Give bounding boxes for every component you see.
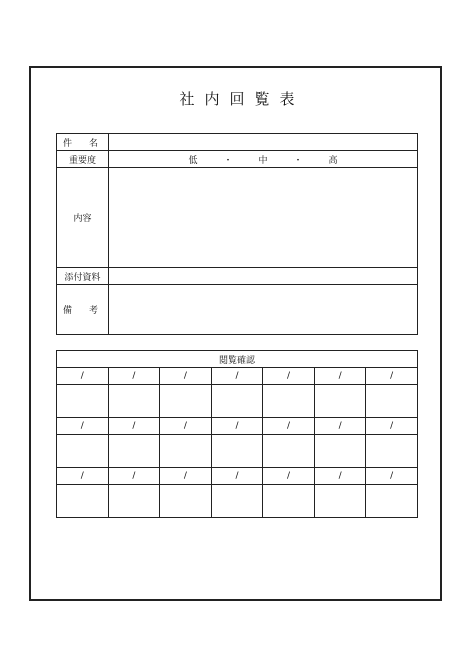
importance-label: 重要度 (57, 151, 109, 168)
importance-dot: ・ (223, 155, 233, 166)
review-date-cell[interactable]: / (108, 418, 160, 435)
review-date-cell[interactable]: / (314, 368, 366, 385)
review-header-row (57, 351, 418, 368)
subject-row (57, 134, 418, 151)
review-date-cell[interactable]: / (57, 468, 109, 485)
importance-medium[interactable]: 中 (258, 155, 268, 166)
review-seal-cell[interactable] (314, 485, 366, 518)
review-seal-cell[interactable] (314, 435, 366, 468)
review-date-cell[interactable]: / (160, 368, 212, 385)
review-seal-cell[interactable] (366, 385, 418, 418)
subject-field[interactable] (109, 134, 418, 151)
review-seal-cell[interactable] (160, 435, 212, 468)
importance-row (57, 151, 418, 168)
remarks-label: 備 考 (57, 285, 109, 335)
review-seal-cell[interactable] (160, 485, 212, 518)
content-field[interactable] (109, 168, 418, 268)
review-seal-cell[interactable] (263, 435, 315, 468)
review-date-row (57, 418, 418, 435)
review-seal-cell[interactable] (108, 385, 160, 418)
importance-high[interactable]: 高 (328, 155, 338, 166)
attachments-label: 添付資料 (57, 268, 109, 285)
review-date-cell[interactable]: / (366, 368, 418, 385)
review-table (56, 350, 418, 518)
review-seal-row (57, 385, 418, 418)
review-date-cell[interactable]: / (366, 418, 418, 435)
importance-dot: ・ (293, 155, 303, 166)
review-seal-cell[interactable] (263, 385, 315, 418)
attachments-field[interactable] (109, 268, 418, 285)
review-date-cell[interactable]: / (160, 468, 212, 485)
page-title: 社内回覧表 (179, 90, 305, 108)
review-seal-cell[interactable] (57, 485, 109, 518)
review-date-cell[interactable]: / (57, 368, 109, 385)
remarks-row (57, 285, 418, 335)
attachments-row (57, 268, 418, 285)
review-date-row (57, 368, 418, 385)
review-date-cell[interactable]: / (211, 418, 263, 435)
subject-label: 件 名 (57, 134, 109, 151)
review-date-row (57, 468, 418, 485)
review-seal-cell[interactable] (211, 385, 263, 418)
info-table (56, 133, 418, 335)
review-seal-cell[interactable] (160, 385, 212, 418)
review-date-cell[interactable]: / (263, 468, 315, 485)
review-date-cell[interactable]: / (314, 418, 366, 435)
remarks-field[interactable] (109, 285, 418, 335)
review-date-cell[interactable]: / (160, 418, 212, 435)
review-seal-row (57, 435, 418, 468)
review-seal-cell[interactable] (57, 435, 109, 468)
review-seal-cell[interactable] (108, 435, 160, 468)
review-seal-cell[interactable] (57, 385, 109, 418)
review-seal-cell[interactable] (314, 385, 366, 418)
review-date-cell[interactable]: / (366, 468, 418, 485)
review-seal-cell[interactable] (366, 435, 418, 468)
content-row (57, 168, 418, 268)
review-date-cell[interactable]: / (314, 468, 366, 485)
review-header: 閲覧確認 (57, 351, 418, 368)
review-date-cell[interactable]: / (108, 468, 160, 485)
importance-low[interactable]: 低 (188, 155, 198, 166)
review-seal-row (57, 485, 418, 518)
review-date-cell[interactable]: / (57, 418, 109, 435)
review-seal-cell[interactable] (263, 485, 315, 518)
review-date-cell[interactable]: / (211, 468, 263, 485)
review-date-cell[interactable]: / (108, 368, 160, 385)
review-seal-cell[interactable] (108, 485, 160, 518)
review-date-cell[interactable]: / (263, 418, 315, 435)
content-label: 内容 (57, 168, 109, 268)
importance-field[interactable] (109, 151, 418, 168)
review-date-cell[interactable]: / (211, 368, 263, 385)
review-seal-cell[interactable] (211, 485, 263, 518)
review-date-cell[interactable]: / (263, 368, 315, 385)
review-seal-cell[interactable] (366, 485, 418, 518)
review-seal-cell[interactable] (211, 435, 263, 468)
